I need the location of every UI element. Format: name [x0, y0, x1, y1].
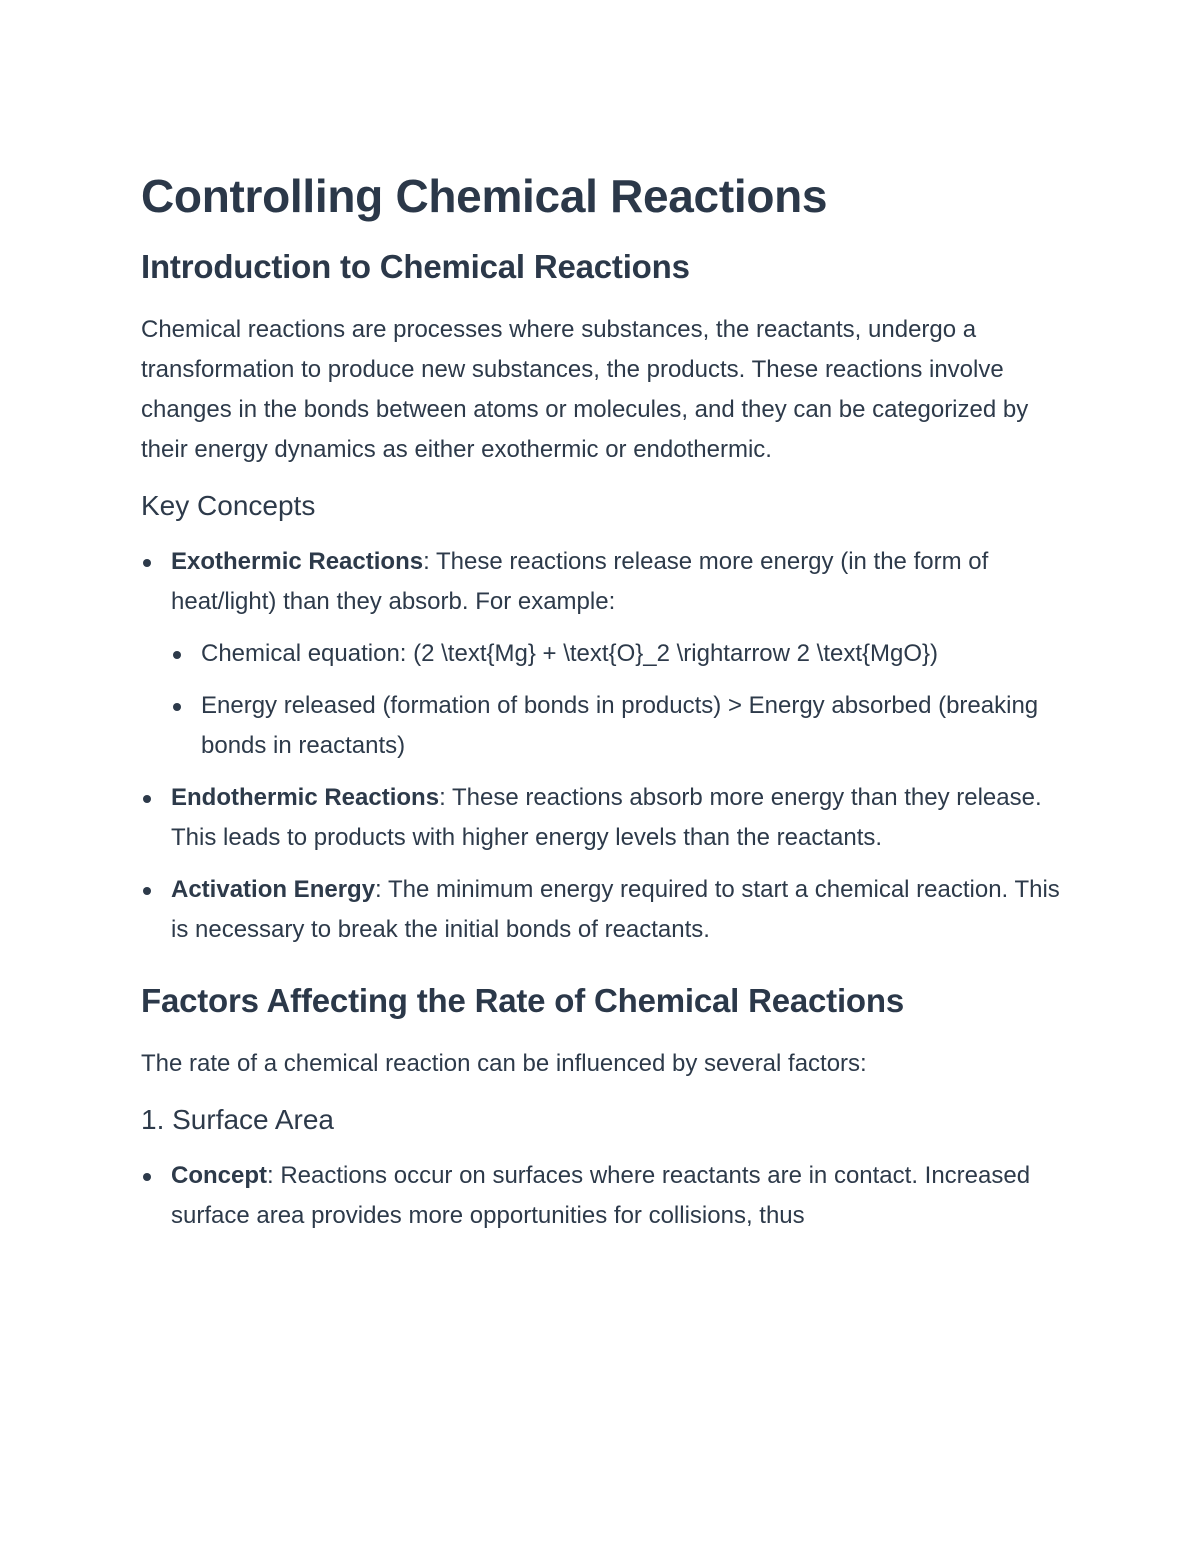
subsection-heading-surface-area: 1. Surface Area: [141, 1104, 335, 1135]
term-description: : Reactions occur on surfaces where reactants are in contact. Increased surface area provides more opportunities for collisions, thus: [171, 1162, 1031, 1229]
term-description: : The minimum energy required to start a chemical reaction. This is necessary to break the initial bonds of reactants.: [171, 876, 1060, 943]
term-label: Endothermic Reactions: [171, 784, 440, 811]
list-item: [141, 1156, 1066, 1236]
intro-paragraph: Chemical reactions are processes where substances, the reactants, undergo a transformation to produce new substances, the products. These reactions involve changes in the bonds between atoms or molecules, and they can be categorized by their energy dynamics as either exothermic or endothermic.: [141, 316, 1029, 463]
key-concepts-list: [141, 542, 1066, 950]
term-label: Exothermic Reactions: [171, 548, 424, 575]
bullet-icon: [143, 1173, 151, 1181]
document-page: [141, 168, 1066, 1248]
page-title: Controlling Chemical Reactions: [141, 170, 828, 222]
term-label: Concept: [171, 1162, 267, 1189]
term-description: : These reactions release more energy (in the form of heat/light) than they absorb. For example:: [171, 548, 989, 615]
sub-list: [171, 634, 1066, 766]
subsection-heading-key-concepts: Key Concepts: [141, 490, 316, 521]
bullet-icon: [143, 559, 151, 567]
sub-list-item: [171, 634, 1066, 674]
sub-item-text: Energy released (formation of bonds in products) > Energy absorbed (breaking bonds in reactants): [201, 692, 1039, 759]
surface-area-list: [141, 1156, 1066, 1236]
term-description: : These reactions absorb more energy than they release. This leads to products with higher energy levels than the reactants.: [171, 784, 1042, 851]
bullet-icon: [173, 651, 181, 659]
term-label: Activation Energy: [171, 876, 376, 903]
sub-item-text: Chemical equation: (2 \text{Mg} + \text{O}_2 \rightarrow 2 \text{MgO}): [201, 640, 939, 667]
section-heading-factors: Factors Affecting the Rate of Chemical Reactions: [141, 982, 904, 1019]
bullet-icon: [143, 887, 151, 895]
list-item: [141, 778, 1066, 858]
list-item: [141, 542, 1066, 766]
sub-list-item: [171, 686, 1066, 766]
list-item: [141, 870, 1066, 950]
factors-paragraph: The rate of a chemical reaction can be influenced by several factors:: [141, 1050, 867, 1077]
bullet-icon: [173, 703, 181, 711]
bullet-icon: [143, 795, 151, 803]
section-heading-intro: Introduction to Chemical Reactions: [141, 248, 690, 285]
